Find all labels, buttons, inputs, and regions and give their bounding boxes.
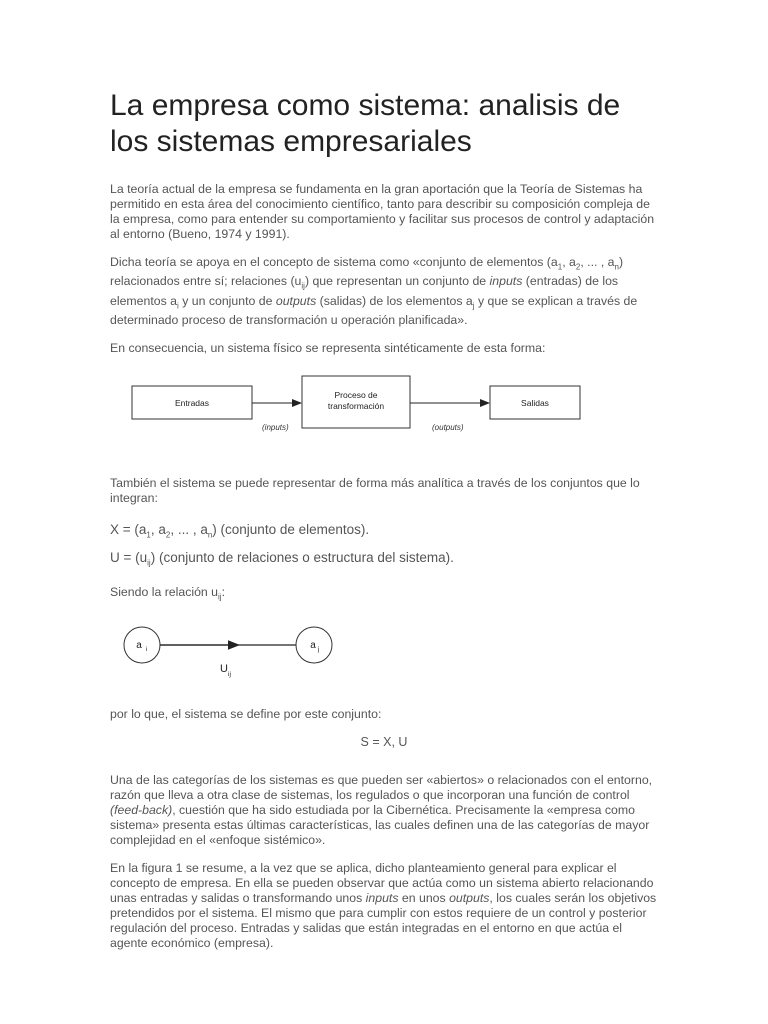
- relation-diagram: [110, 617, 658, 687]
- process-label-line2: transformación: [327, 401, 385, 412]
- node-aj-subscript: j: [318, 646, 320, 654]
- outputs-label: (outputs): [432, 423, 464, 433]
- paragraph-figure1: En la figura 1 se resume, a la vez que se aplica, dicho planteamiento general para explicar el concepto de empresa. En ella se pueden observar que actúa como un sistema abierto relacionando unas entradas y salidas o transformando unos inputs en unos outputs, los cuales serán los objetivos pretendidos por el sistema. El mismo que para cumplir con estos requiere de un control y posterior regulación del proceso. Entradas y salidas que están integradas en el entorno en que actúa el agente económico (empresa).: [110, 861, 657, 951]
- edge-label-subscript: ij: [228, 671, 231, 679]
- system-flow-svg: [110, 370, 658, 454]
- formula-x: $X = (a_1$, $a_2$, ... , $a_n$) (conjunto de elementos).: [110, 522, 370, 541]
- paragraph-system-definition: Dicha teoría se apoya en el concepto de sistema como «conjunto de elementos ($a_1$, $a_2$, ... , $a_n$) relacionados entre sí; relaciones $(u_{ij})$ que representan un conjunto de inputs (entradas) de los elementos $a_i$ y un conjunto de outputs (salidas) de los elementos $a_j$ y que se explican a través de determinado proceso de transformación u operación planificada».: [110, 255, 638, 328]
- entradas-label: Entradas: [174, 398, 210, 409]
- paragraph-relation: Siendo la relación $u_{ij}$:: [110, 584, 225, 602]
- node-ai-label: a: [136, 640, 142, 652]
- document-page: [110, 88, 658, 964]
- process-label-line1: Proceso de: [334, 390, 378, 401]
- node-ai: [124, 627, 160, 663]
- relation-svg: [110, 617, 658, 687]
- paragraph-analytic: También el sistema se puede representar de forma más analítica a través de los conjuntos que lo integran:: [110, 476, 640, 506]
- salidas-label: Salidas: [521, 398, 549, 409]
- inputs-label: (inputs): [262, 423, 289, 433]
- page-title: La empresa como sistema: analisis de los sistemas empresariales: [110, 89, 621, 158]
- paragraph-set-definition: por lo que, el sistema se define por este conjunto:: [110, 707, 382, 722]
- formula-u: $U = (u_{ij})$ (conjunto de relaciones o estructura del sistema).: [110, 550, 454, 568]
- formula-block: [110, 519, 658, 574]
- paragraph-intro: La teoría actual de la empresa se fundamenta en la gran aportación que la Teoría de Sistemas ha permitido en esta área del conocimiento científico, tanto para describir su composición compleja de la empresa, como para entender su comportamiento y facilitar sus procesos de control y adaptación al entorno (Bueno, 1974 y 1991).: [110, 182, 655, 241]
- paragraph-categories: Una de las categorías de los sistemas es que pueden ser «abiertos» o relacionados con el entorno, razón que lleva a otra clase de sistemas, los regulados o que incorporan una función de control (feed-back), cuestión que ha sido estudiada por la Cibernética. Precisamente la «empresa como sistema» presenta estas últimas características, las cuales definen una de las categorías de mayor complejidad en el «enfoque sistémico».: [110, 773, 653, 848]
- node-aj-label: a: [310, 640, 316, 652]
- edge-label: U: [220, 663, 228, 676]
- formula-s: S = X, U: [360, 735, 408, 750]
- system-flow-diagram: [110, 370, 658, 454]
- node-ai-subscript: i: [146, 646, 148, 654]
- paragraph-consequence: En consecuencia, un sistema físico se representa sintéticamente de esta forma:: [110, 341, 546, 356]
